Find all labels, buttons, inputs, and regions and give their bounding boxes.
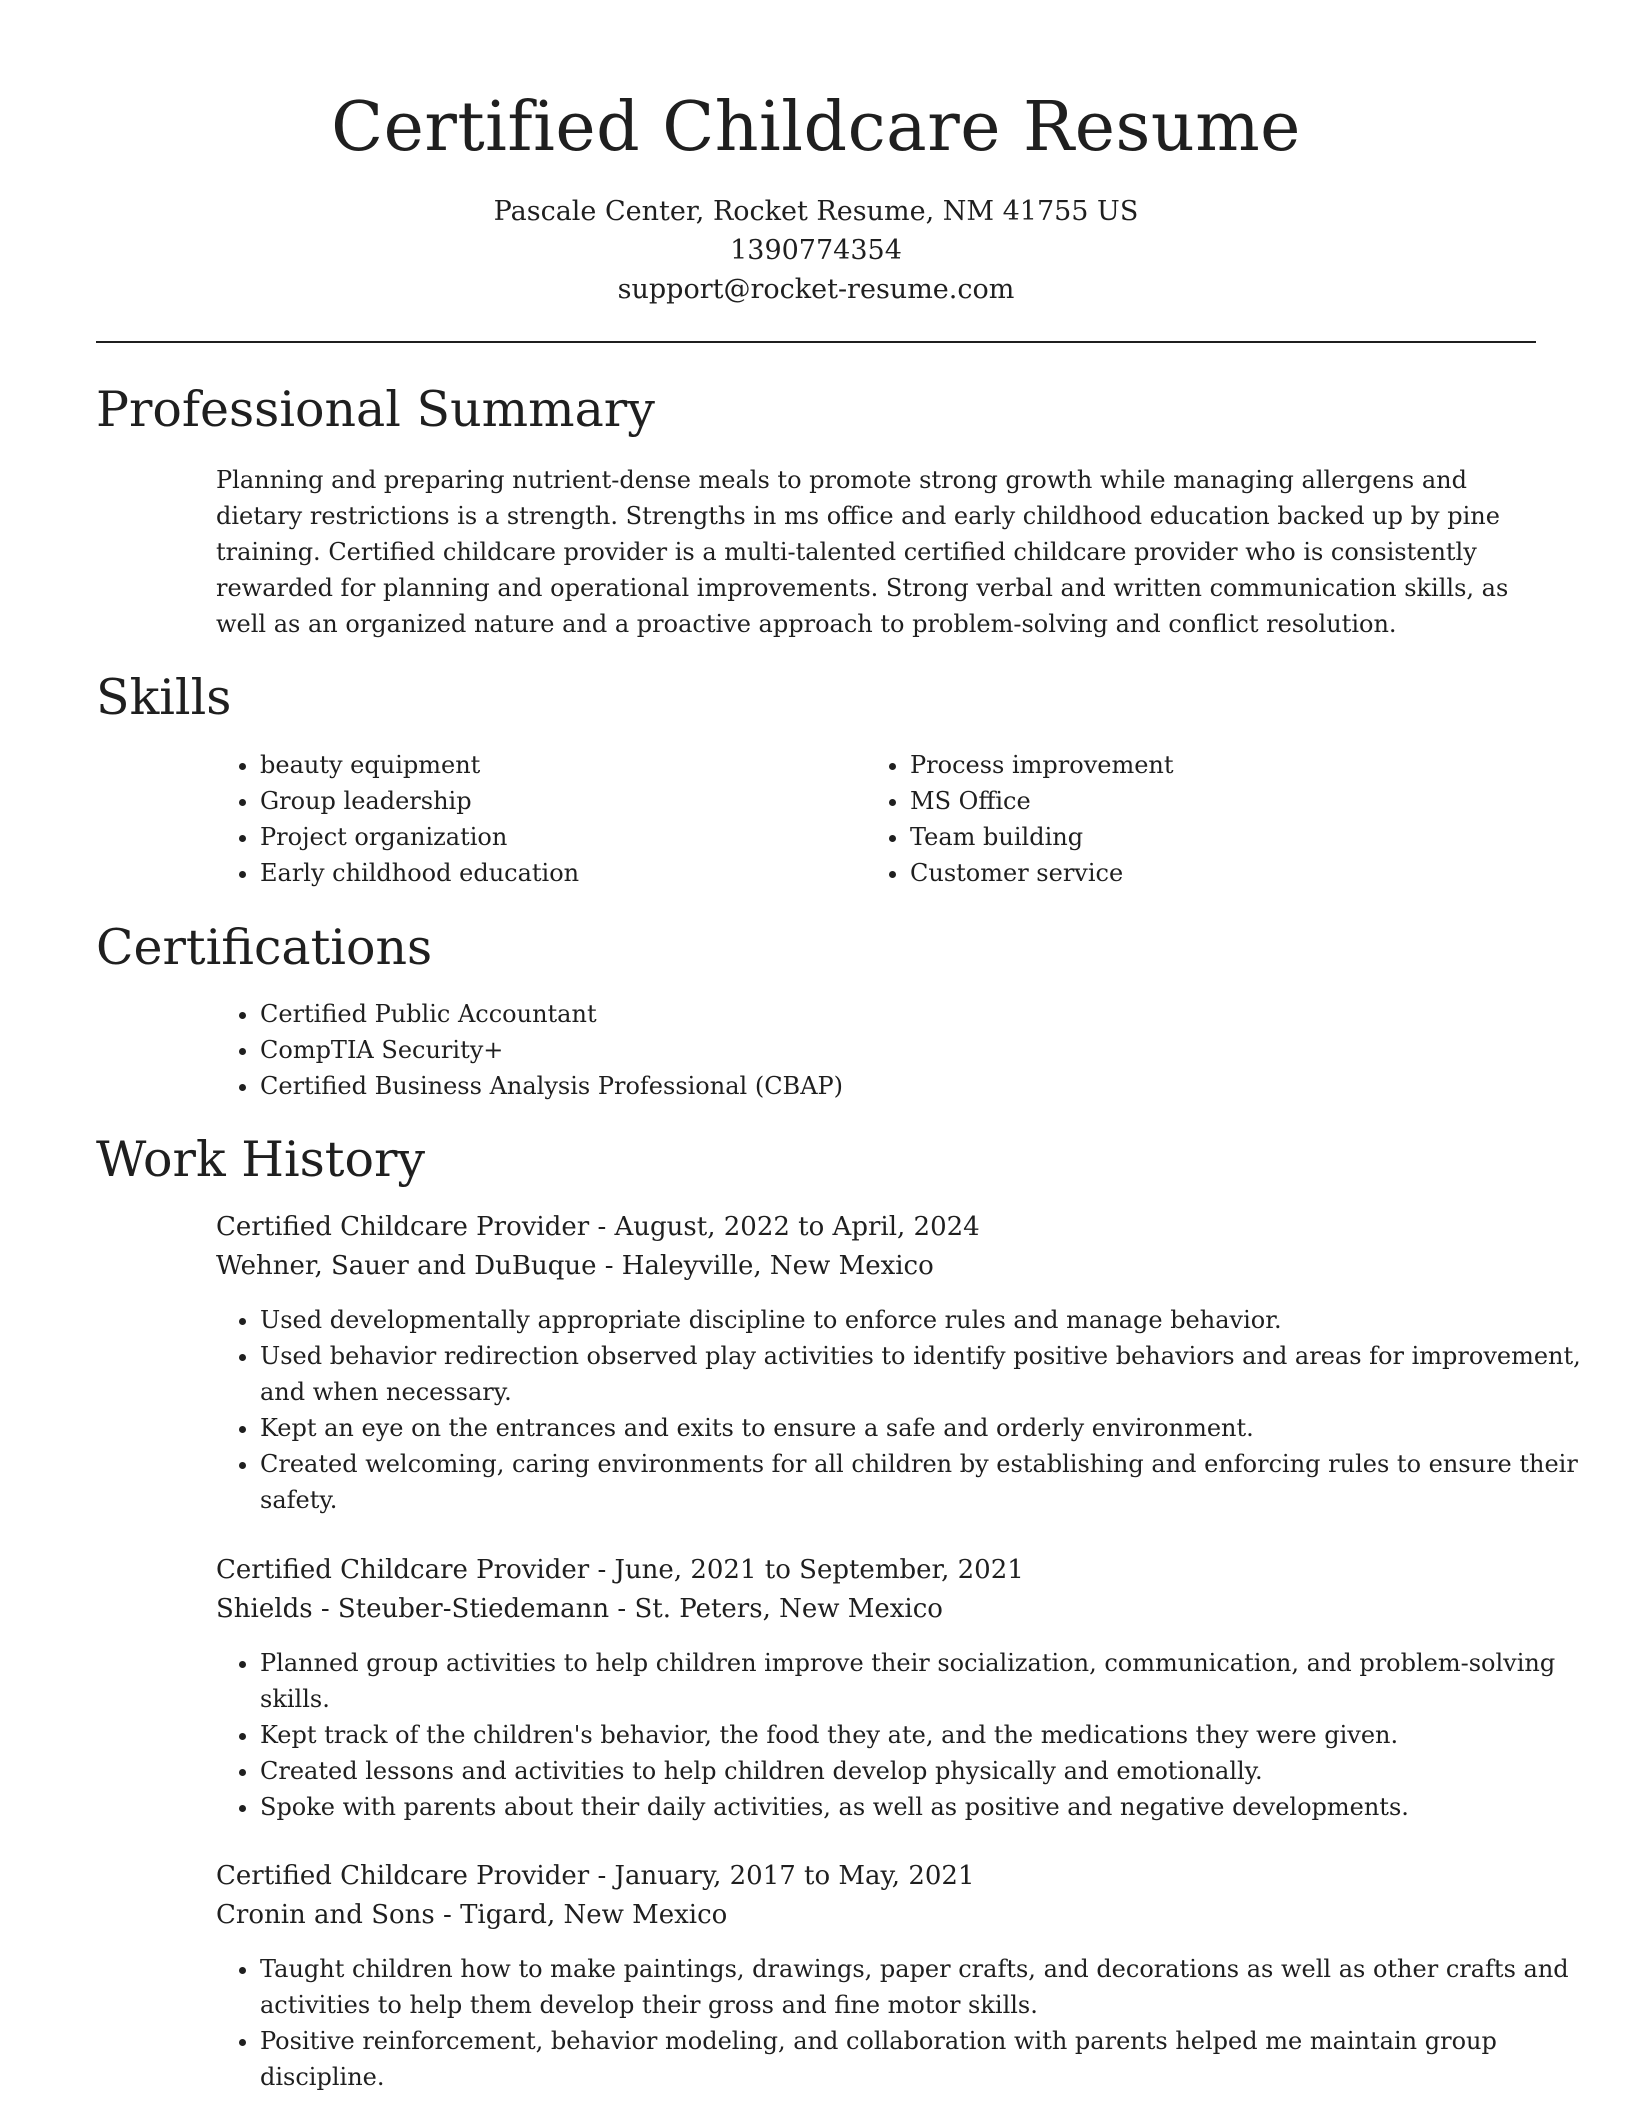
job-duty-item: • Created lessons and activities to help children develop physically and emotionally. xyxy=(260,1753,1585,1789)
skill-item: • beauty equipment xyxy=(260,747,860,783)
skill-item: • Early childhood education xyxy=(260,855,860,891)
resume-title: Certified Childcare Resume xyxy=(331,88,1301,167)
job-title-dates: Certified Childcare Provider - June, 2021 to September, 2021 xyxy=(216,1555,1024,1585)
job-duty-item: • Kept track of the children's behavior, the food they ate, and the medications they were given. xyxy=(260,1717,1585,1753)
certification-item: • CompTIA Security+ xyxy=(260,1032,1580,1068)
job-company-location: Cronin and Sons - Tigard, New Mexico xyxy=(216,1900,728,1930)
certification-item: • Certified Business Analysis Professional (CBAP) xyxy=(260,1068,1580,1104)
header-divider xyxy=(96,341,1536,343)
job-duty-item: • Used behavior redirection observed play activities to identify positive behaviors and areas for improvement, and when necessary. xyxy=(260,1338,1585,1410)
job-duty-item: • Kept an eye on the entrances and exits to ensure a safe and orderly environment. xyxy=(260,1410,1585,1446)
job-duty-item: • Positive reinforcement, behavior modeling, and collaboration with parents helped me maintain group discipline. xyxy=(260,2023,1585,2095)
job-duty-item: • Created welcoming, caring environments for all children by establishing and enforcing rules to ensure their safety. xyxy=(260,1446,1585,1518)
skills-list-left xyxy=(216,747,860,891)
skill-item: • Team building xyxy=(910,819,1510,855)
work-history-heading: Work History xyxy=(96,1131,426,1188)
job-title-dates: Certified Childcare Provider - August, 2022 to April, 2024 xyxy=(216,1212,980,1242)
skill-item: • MS Office xyxy=(910,783,1510,819)
contact-phone: 1390774354 xyxy=(730,235,902,266)
contact-address: Pascale Center, Rocket Resume, NM 41755 US xyxy=(493,196,1139,227)
job-company-location: Wehner, Sauer and DuBuque - Haleyville, New Mexico xyxy=(216,1251,934,1281)
job-duty-item: • Used developmentally appropriate discipline to enforce rules and manage behavior. xyxy=(260,1302,1585,1338)
skill-item: • Project organization xyxy=(260,819,860,855)
skill-item: • Process improvement xyxy=(910,747,1510,783)
job-duty-item: • Spoke with parents about their daily activities, as well as positive and negative developments. xyxy=(260,1789,1585,1825)
job-duties-list xyxy=(216,1951,1585,2095)
job-title-dates: Certified Childcare Provider - January, 2017 to May, 2021 xyxy=(216,1861,975,1891)
job-header xyxy=(216,1208,980,1286)
job-duties-list xyxy=(216,1645,1585,1825)
skill-item: • Customer service xyxy=(910,855,1510,891)
contact-block xyxy=(0,192,1632,309)
contact-email: support@rocket-resume.com xyxy=(617,274,1015,305)
resume-header xyxy=(0,80,1632,309)
summary-text: Planning and preparing nutrient-dense meals to promote strong growth while managing allergens and dietary restrictions is a strength. Strengths in ms office and early childhood education backed up by pine training. Certified childcare provider is a multi-talented certified childcare provider who is consistently rewarded for planning and operational improvements. Strong verbal and written communication skills, as well as an organized nature and a proactive approach to problem-solving and conflict resolution. xyxy=(216,466,1509,638)
job-duty-item: • Taught children how to make paintings, drawings, paper crafts, and decorations as well as other crafts and activities to help them develop their gross and fine motor skills. xyxy=(260,1951,1585,2023)
skills-list-right xyxy=(866,747,1510,891)
certifications-heading: Certifications xyxy=(96,919,433,976)
job-duty-item: • Planned group activities to help children improve their socialization, communication, and problem-solving skills. xyxy=(260,1645,1585,1717)
certification-item: • Certified Public Accountant xyxy=(260,996,1580,1032)
skills-heading: Skills xyxy=(96,669,232,726)
skill-item: • Group leadership xyxy=(260,783,860,819)
job-header xyxy=(216,1551,1024,1629)
job-duties-list xyxy=(216,1302,1585,1518)
certifications-list xyxy=(216,996,1580,1104)
job-header xyxy=(216,1857,974,1935)
job-company-location: Shields - Steuber-Stiedemann - St. Peters, New Mexico xyxy=(216,1594,943,1624)
summary-heading: Professional Summary xyxy=(96,381,655,438)
